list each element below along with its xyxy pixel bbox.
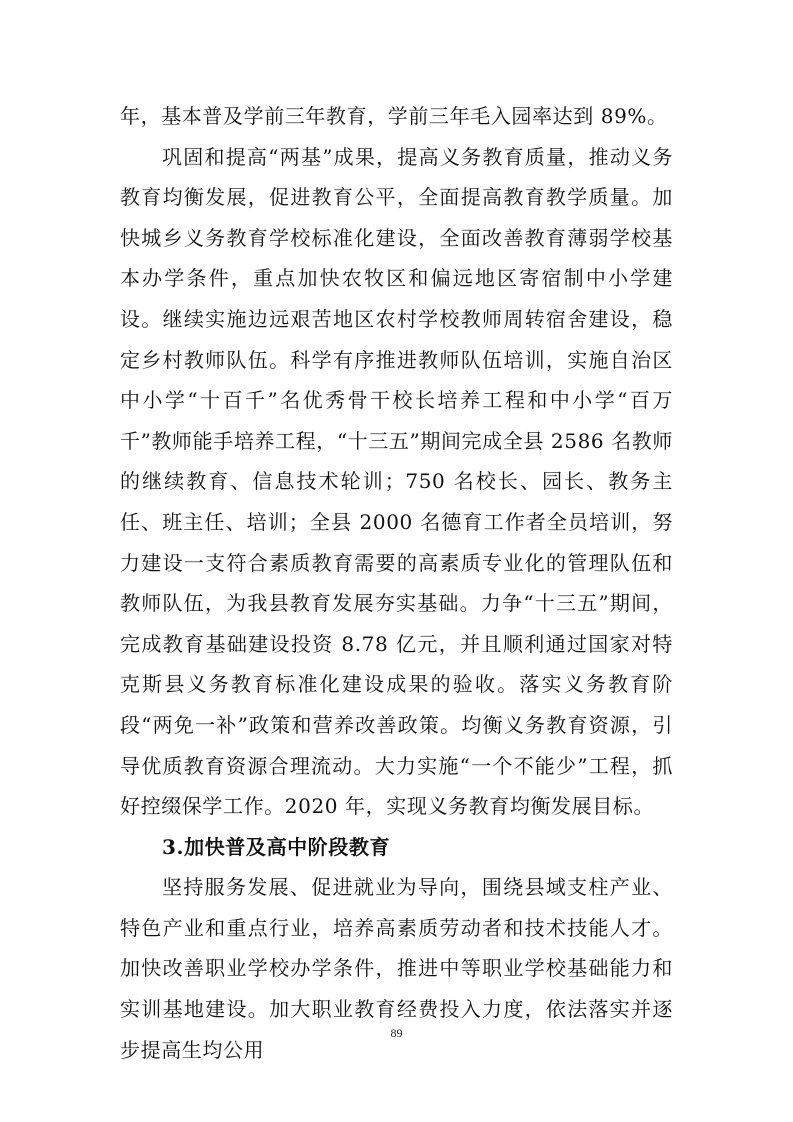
document-body <box>120 96 673 1070</box>
paragraph: 年，基本普及学前三年教育，学前三年毛入园率达到 89%。 <box>120 104 668 128</box>
page-number: 89 <box>390 1026 403 1040</box>
section-heading: 3.加快普及高中阶段教育 <box>162 834 391 859</box>
paragraph: 坚持服务发展、促进就业为导向，围绕县域支柱产业、特色产业和重点行业，培养高素质劳动者和技术技能人才。加快改善职业学校办学条件，推进中等职业学校基础能力和实训基地建设。加大职业教育经费投入力度，依法落实并逐步提高生均公用 <box>120 875 673 1062</box>
paragraph: 巩固和提高“两基”成果，提高义务教育质量，推动义务教育均衡发展，促进教育公平，全面提高教育教学质量。加快城乡义务教育学校标准化建设，全面改善教育薄弱学校基本办学条件，重点加快农牧区和偏远地区寄宿制中小学建设。继续实施边远艰苦地区农村学校教师周转宿舍建设，稳定乡村教师队伍。科学有序推进教师队伍培训，实施自治区中小学“十百千”名优秀骨干校长培养工程和中小学“百万千”教师能手培养工程，“十三五”期间完成全县 2586 名教师的继续教育、信息技术轮训；750 名校长、园长、教务主任、班主任、培训；全县 2000 名德育工作者全员培训，努力建设一支符合素质教育需要的高素质专业化的管理队伍和教师队伍，为我县教育发展夯实基础。力争“十三五”期间，完成教育基础建设投资 8.78 亿元，并且顺利通过国家对特克斯县义务教育标准化建设成果的验收。落实义务教育阶段“两免一补”政策和营养改善政策。均衡义务教育资源，引导优质教育资源合理流动。大力实施“一个不能少”工程，抓好控缀保学工作。2020 年，实现义务教育均衡发展目标。 <box>120 144 673 819</box>
